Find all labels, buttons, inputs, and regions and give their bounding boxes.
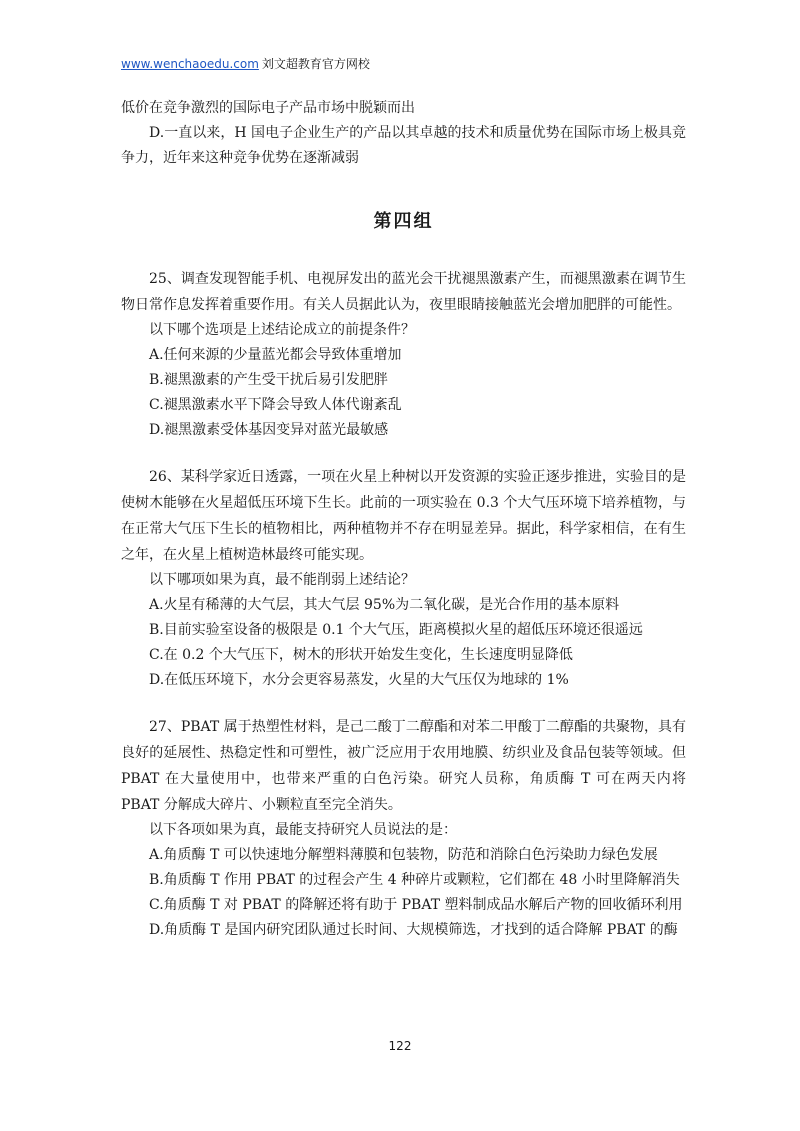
option-a: A.任何来源的少量蓝光都会导致体重增加: [149, 347, 402, 363]
option-c: C.褪黑激素水平下降会导致人体代谢紊乱: [149, 397, 402, 413]
option-d: D.角质酶 T 是国内研究团队通过长时间、大规模筛选，才找到的适合降解 PBAT 的酶: [149, 922, 678, 938]
question-prompt: 以下各项如果为真，最能支持研究人员说法的是：: [149, 822, 457, 838]
page-content: [121, 96, 686, 943]
option-b: B.角质酶 T 作用 PBAT 的过程会产生 4 种碎片或颗粒，它们都在 48 小时里降解消失: [149, 872, 680, 888]
option-a: A.角质酶 T 可以快速地分解塑料薄膜和包装物，防范和消除白色污染助力绿色发展: [149, 847, 658, 863]
option-d: D.褪黑激素受体基因变异对蓝光最敏感: [149, 422, 389, 438]
option-b: B.目前实验室设备的极限是 0.1 个大气压，距离模拟火星的超低压环境还很遥远: [149, 622, 643, 638]
question-stem: 27、PBAT 属于热塑性材料，是己二酸丁二醇酯和对苯二甲酸丁二醇酯的共聚物，具有良好的延展性、热稳定性和可塑性，被广泛应用于农用地膜、纺织业及食品包装等领域。但 PBAT 在大量使用中，也带来严重的白色污染。研究人员称，角质酶 T 可在两天内将 PBAT 分解成大碎片、小颗粒直至完全消失。: [121, 719, 686, 813]
question-prompt: 以下哪项如果为真，最不能削弱上述结论？: [149, 572, 415, 588]
website-link[interactable]: www.wenchaoedu.com: [121, 57, 259, 71]
option-c: C.角质酶 T 对 PBAT 的降解还将有助于 PBAT 塑料制成品水解后产物的回收循环利用: [149, 897, 683, 913]
page-header: [121, 56, 370, 72]
question-stem: 25、调查发现智能手机、电视屏发出的蓝光会干扰褪黑激素产生，而褪黑激素在调节生物日常作息发挥着重要作用。有关人员据此认为，夜里眼睛接触蓝光会增加肥胖的可能性。: [121, 271, 686, 313]
question-prompt: 以下哪个选项是上述结论成立的前提条件？: [149, 322, 415, 338]
option-c: C.在 0.2 个大气压下，树木的形状开始发生变化，生长速度明显降低: [149, 647, 573, 663]
option-a: A.火星有稀薄的大气层，其大气层 95%为二氧化碳，是光合作用的基本原料: [149, 597, 620, 613]
group-title: 第四组: [373, 211, 434, 232]
question-stem: 26、某科学家近日透露，一项在火星上种树以开发资源的实验正逐步推进，实验目的是使树木能够在火星超低压环境下生长。此前的一项实验在 0.3 个大气压环境下培养植物，与在正常大气压下生长的植物相比，两种植物并不存在明显差异。据此，科学家相信，在有生之年，在火星上植树造林最终可能实现。: [121, 469, 686, 563]
carryover-text: 低价在竞争激烈的国际电子产品市场中脱颖而出: [121, 100, 415, 116]
carryover-option-d: D.一直以来，H 国电子企业生产的产品以其卓越的技术和质量优势在国际市场上极具竞争力，近年来这种竞争优势在逐渐减弱: [121, 125, 686, 166]
page-number: 122: [388, 1039, 412, 1053]
brand-name: 刘文超教育官方网校: [261, 57, 370, 71]
option-d: D.在低压环境下，水分会更容易蒸发，火星的大气压仅为地球的 1%: [149, 672, 569, 688]
option-b: B.褪黑激素的产生受干扰后易引发肥胖: [149, 372, 388, 388]
